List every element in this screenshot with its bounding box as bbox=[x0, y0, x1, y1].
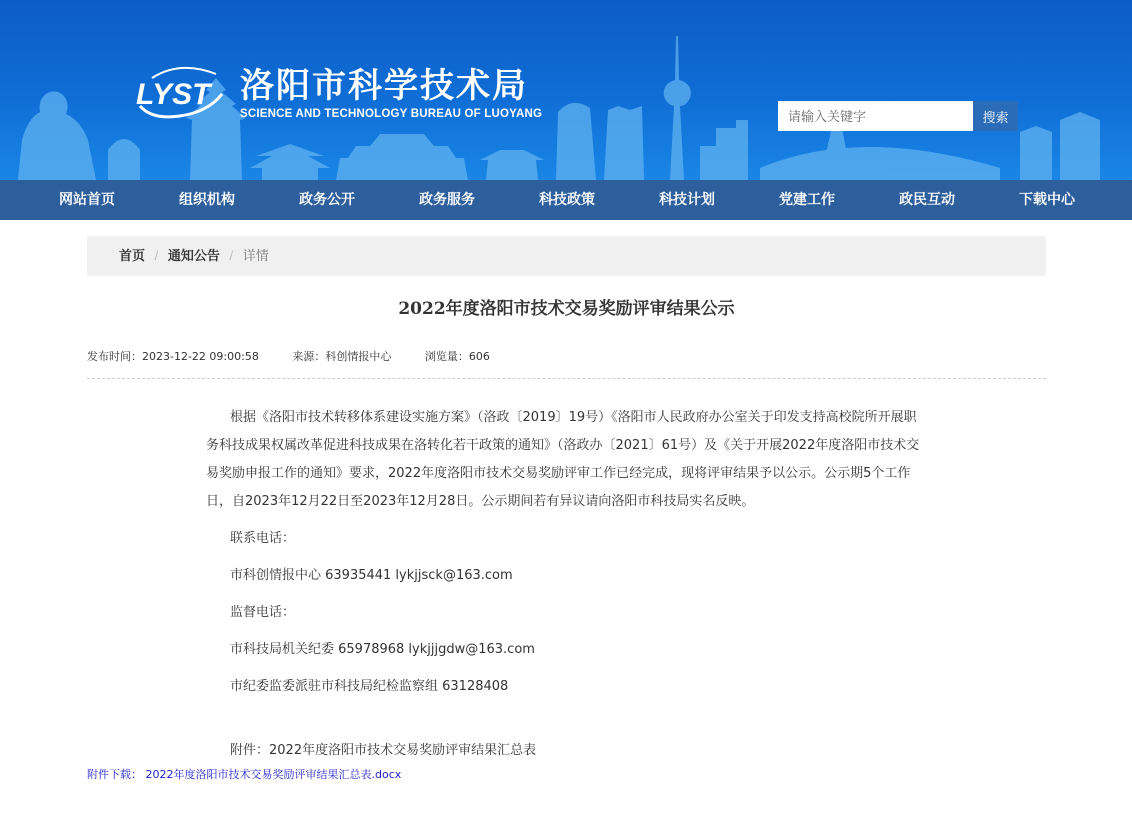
article-body bbox=[206, 404, 928, 765]
article-source: 来源：科创情报中心 bbox=[292, 350, 392, 363]
attachment-note: 附件：2022年度洛阳市技术交易奖励评审结果汇总表 bbox=[230, 743, 537, 758]
supervise-line-1: 市科技局机关纪委 65978968 lykjjjgdw@163.com bbox=[230, 642, 535, 657]
download-file-link[interactable]: 2022年度洛阳市技术交易奖励评审结果汇总表.docx bbox=[145, 768, 402, 781]
header-banner bbox=[0, 0, 1132, 180]
search-input[interactable] bbox=[778, 101, 973, 131]
breadcrumb-current: 详情 bbox=[242, 249, 269, 264]
nav-item-tech-plan[interactable]: 科技计划 bbox=[659, 192, 715, 208]
main-nav bbox=[0, 180, 1132, 220]
contact-label: 联系电话： bbox=[230, 531, 296, 546]
search-button[interactable]: 搜索 bbox=[973, 101, 1018, 131]
nav-item-home[interactable]: 网站首页 bbox=[59, 192, 115, 208]
breadcrumb-notices[interactable]: 通知公告 bbox=[167, 249, 220, 264]
contact-line: 市科创情报中心 63935441 lykjjsck@163.com bbox=[230, 568, 513, 583]
nav-item-government-services[interactable]: 政务服务 bbox=[419, 192, 475, 208]
breadcrumb-separator: / bbox=[229, 248, 234, 263]
nav-item-government-affairs[interactable]: 政务公开 bbox=[299, 192, 355, 208]
article-paragraph: 根据《洛阳市技术转移体系建设实施方案》（洛政〔2019〕19号）《洛阳市人民政府办公室关于印发支持高校院所开展职务科技成果权属改革促进科技成果在洛转化若干政策的通知》（洛政办〔2021〕61号）及《关于开展2022年度洛阳市技术交易奖励申报工作的通知》要求，2022年度洛阳市技术交易奖励评审工作已经完成，现将评审结果予以公示。公示期5个工作日，自2023年12月22日至2023年12月28日。公示期间若有异议请向洛阳市科技局实名反映。 bbox=[206, 410, 920, 509]
supervise-label: 监督电话： bbox=[230, 605, 296, 620]
nav-item-public-interaction[interactable]: 政民互动 bbox=[899, 192, 955, 208]
breadcrumb-separator: / bbox=[154, 248, 159, 263]
logo-mark-text: LYST bbox=[136, 78, 211, 111]
site-name-en: SCIENCE AND TECHNOLOGY BUREAU OF LUOYANG bbox=[240, 108, 543, 120]
breadcrumb-home[interactable]: 首页 bbox=[119, 249, 146, 264]
download-label: 附件下载： bbox=[87, 768, 142, 781]
view-count: 浏览量：606 bbox=[424, 350, 490, 363]
nav-item-party-building[interactable]: 党建工作 bbox=[779, 192, 835, 208]
nav-item-organization[interactable]: 组织机构 bbox=[179, 192, 235, 208]
article-meta bbox=[87, 348, 520, 364]
breadcrumb bbox=[87, 236, 1046, 276]
site-name-cn: 洛阳市科学技术局 bbox=[240, 66, 528, 106]
page-title: 2022年度洛阳市技术交易奖励评审结果公示 bbox=[398, 299, 735, 319]
meta-divider bbox=[87, 378, 1046, 379]
lyst-logo-icon bbox=[132, 62, 228, 122]
supervise-line-2: 市纪委监委派驻市科技局纪检监察组 63128408 bbox=[230, 679, 509, 694]
nav-item-tech-policy[interactable]: 科技政策 bbox=[539, 192, 595, 208]
nav-item-download-center[interactable]: 下载中心 bbox=[1019, 192, 1075, 208]
publish-time: 发布时间：2023-12-22 09:00:58 bbox=[87, 350, 259, 363]
attachment-download bbox=[87, 766, 401, 782]
